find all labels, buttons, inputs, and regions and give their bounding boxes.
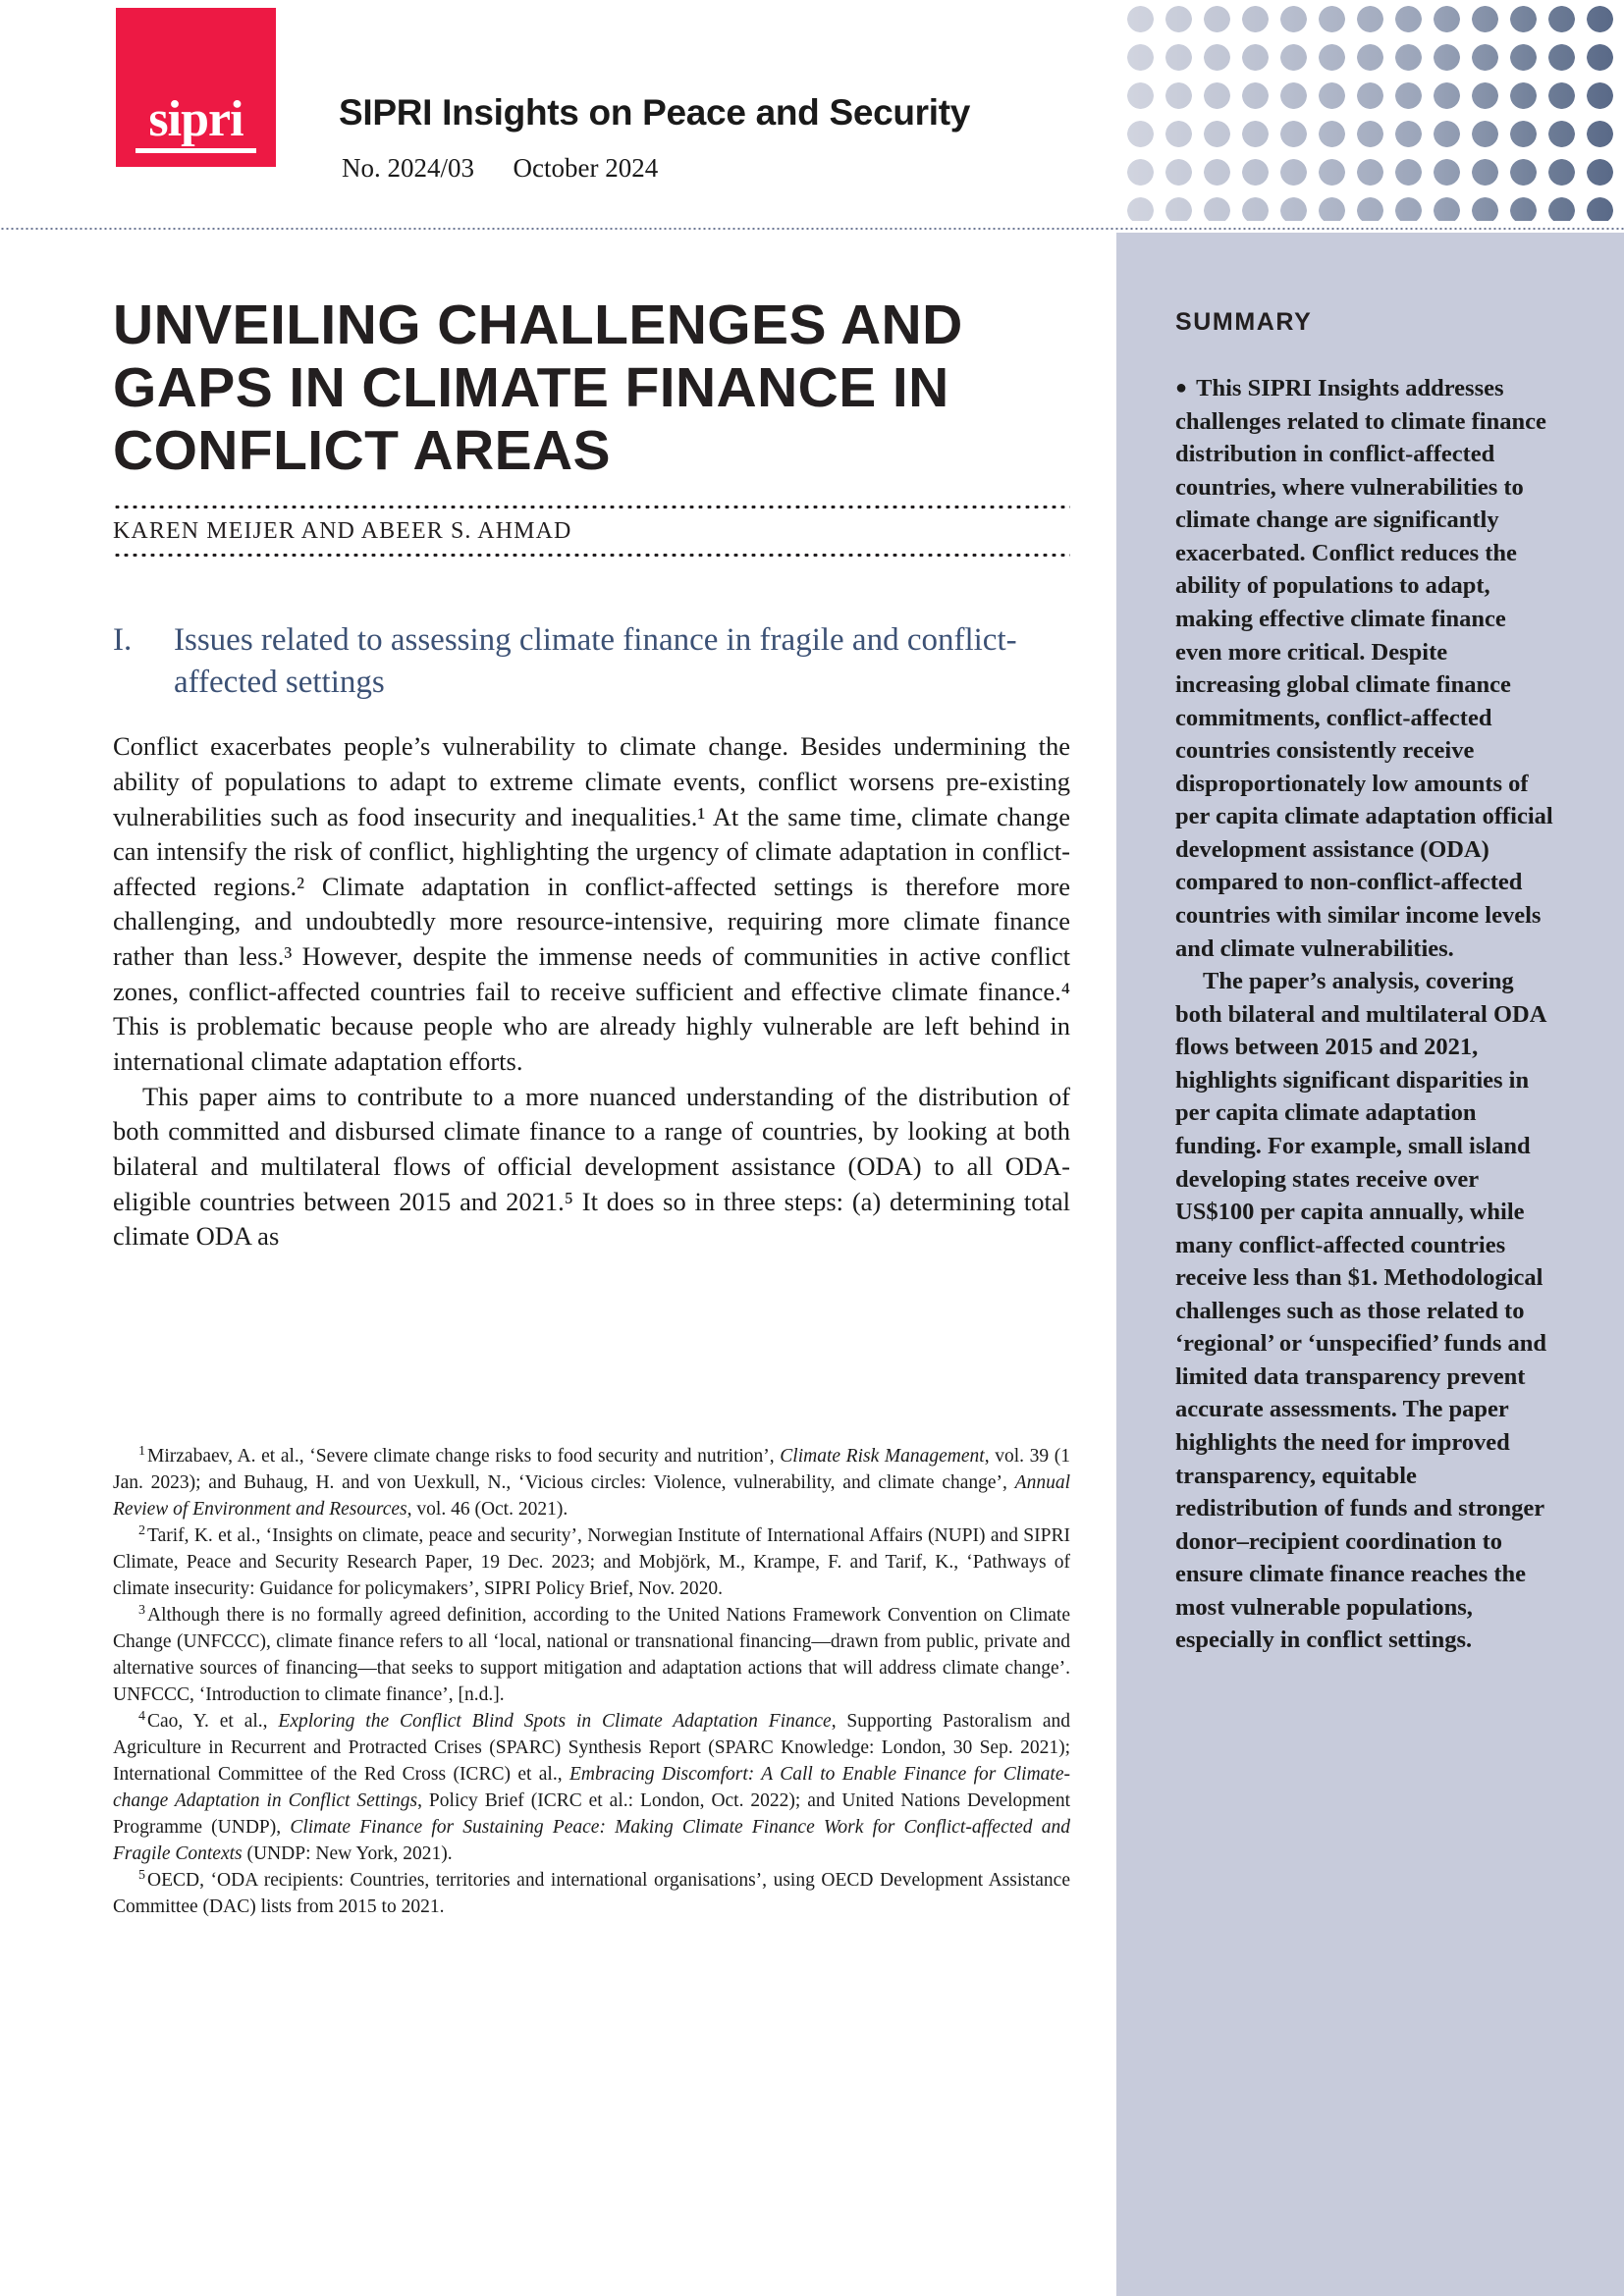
masthead [0,0,1624,233]
body-paragraph: This paper aims to contribute to a more nuanced understanding of the distribution of both committed and disbursed climate finance to a range of countries, by looking at both bilateral and multilateral flows of official development assistance (ODA) to all ODA-eligible countries between 2015 and 2021.⁵ It does so in three steps: (a) determining total climate ODA as [113,1081,1070,1252]
masthead-dotted-rule [0,228,1624,230]
section-heading [113,619,1070,704]
byline-rule-bottom [113,554,1070,557]
sipri-logo [116,8,276,167]
issue-date: October 2024 [513,153,659,183]
sipri-logo-wordmark: sipri [148,91,244,147]
summary-paragraph-2: The paper’s analysis, covering both bilateral and multilateral ODA flows between 2015 and 2021, highlights significant disparities in per capita climate adaptation funding. For example, small island developing states receive over US$100 per capita annually, while many conflict-affected countries receive less than $1. Methodological challenges such as those related to ‘regional’ or ‘unspecified’ funds and limited data transparency prevent accurate assessments. The paper highlights the need for improved transparency, equitable redistribution of funds and stronger donor–recipient coordination to ensure climate finance reaches the most vulnerable populations, especially in conflict settings. [1175,968,1546,1654]
circle-grid-pattern [1121,0,1624,221]
footnote-title-italic: Embracing Discomfort: A Call to Enable Finance for Climate-change Adaptation in Conflict Settings [113,1764,1070,1811]
footnote-number: 1 [138,1442,146,1459]
footnote-text: , vol. 46 (Oct. 2021). [406,1499,568,1520]
section-title: Issues related to assessing climate finance in fragile and conflict-affected settings [174,622,1017,701]
footnote-text: OECD, ‘ODA recipients: Countries, territories and international organisations’, using OECD Development Assistance Committee (DAC) lists from 2015 to 2021. [113,1870,1070,1917]
footnote-text: , Policy Brief (ICRC et al.: London, Oct. 2022); and United Nations Development Programme (UNDP), [113,1790,1071,1838]
footnote-text: Mirzabaev, A. et al., ‘Severe climate change risks to food security and nutrition’, [147,1446,781,1467]
footnote-title-italic: Climate Risk Management [780,1446,985,1467]
summary-heading: SUMMARY [1175,308,1313,336]
footnote-title-italic: Exploring the Conflict Blind Spots in Climate Adaptation Finance [278,1711,832,1732]
footnote-text: (UNDP: New York, 2021). [242,1843,453,1864]
sipri-logo-underline [135,148,256,153]
footnote-number: 5 [138,1866,146,1883]
footnote-item [113,1522,1070,1602]
footnote-number: 3 [138,1601,146,1618]
page-title: UNVEILING CHALLENGES AND GAPS IN CLIMATE FINANCE IN CONFLICT AREAS [113,294,963,482]
bullet-icon: ● [1175,376,1188,399]
footnote-item [113,1708,1070,1867]
footnote-title-italic: Climate Finance for Sustaining Peace: Making Climate Finance Work for Conflict-affected and Fragile Contexts [113,1817,1070,1864]
summary-paragraph-1 [1175,372,1557,965]
footnote-text: Tarif, K. et al., ‘Insights on climate, peace and security’, Norwegian Institute of International Affairs (NUPI) and SIPRI Climate, Peace and Security Research Paper, 19 Dec. 2023; and Mobjörk, M., Krampe, F. and Tarif, K., ‘Pathways of climate insecurity: Guidance for policymakers’, SIPRI Policy Brief, Nov. 2020. [113,1525,1070,1599]
footnote-text: Although there is no formally agreed definition, according to the United Nations Framework Convention on Climate Change (UNFCCC), climate finance refers to all ‘local, national or transnational financing—drawn from public, private and alternative sources of financing—that seeks to support mitigation and adaptation actions that will address climate change’. UNFCCC, ‘Introduction to climate finance’, [n.d.]. [113,1605,1070,1705]
footnote-item [113,1867,1070,1920]
footnote-list [113,1443,1070,1920]
footnote-number: 4 [138,1707,146,1724]
footnote-item [113,1602,1070,1708]
series-title: SIPRI Insights on Peace and Security [339,92,971,133]
summary-sidebar [1116,233,1624,2296]
circle-grid-ornament [1121,0,1624,221]
section-number: I. [113,622,133,659]
footnote-item [113,1443,1070,1522]
issue-number: No. 2024/03 [342,153,474,183]
issue-line [342,153,658,184]
body-paragraph: Conflict exacerbates people’s vulnerability to climate change. Besides undermining the ability of populations to adapt to extreme climate events, conflict worsens pre-existing vulnerabilities such as food insecurity and inequalities.¹ At the same time, climate change can intensify the risk of conflict, highlighting the urgency of climate adaptation in conflict-affected regions.² Climate adaptation in conflict-affected settings is therefore more challenging, and undoubtedly more resource-intensive, requiring more climate finance rather than less.³ However, despite the immense needs of communities in active conflict zones, conflict-affected countries fail to receive sufficient and effective climate finance.⁴ This is problematic because people who are already highly vulnerable are left behind in international climate adaptation efforts. [113,731,1070,1077]
footnote-text: , Supporting Pastoralism and Agriculture in Recurrent and Protracted Crises (SPARC) Synthesis Report (SPARC Knowledge: London, 30 Sep. 2021); International Committee of the Red Cross (ICRC) et al., [113,1711,1071,1785]
footnote-title-italic: Annual Review of Environment and Resources [113,1472,1070,1520]
footnote-number: 2 [138,1522,146,1538]
summary-paragraph-1-text: This SIPRI Insights addresses challenges related to climate finance distribution in conflict-affected countries, where vulnerabilities to climate change are significantly exacerbated. Conflict reduces the ability of populations to adapt, making effective climate finance even more critical. Despite increasing global climate finance commitments, conflict-affected countries consistently receive disproportionately low amounts of per capita climate adaptation official development assistance (ODA) compared to non-conflict-affected countries with similar income levels and climate vulnerabilities. [1175,375,1553,962]
footnote-text: , vol. 39 (1 Jan. 2023); and Buhaug, H. and von Uexkull, N., ‘Vicious circles: Violence, vulnerability, and climate change’, [113,1446,1070,1493]
footnote-text: Cao, Y. et al., [147,1711,279,1732]
author-byline: KAREN MEIJER AND ABEER S. AHMAD [113,518,572,545]
article-column [113,294,1070,1255]
